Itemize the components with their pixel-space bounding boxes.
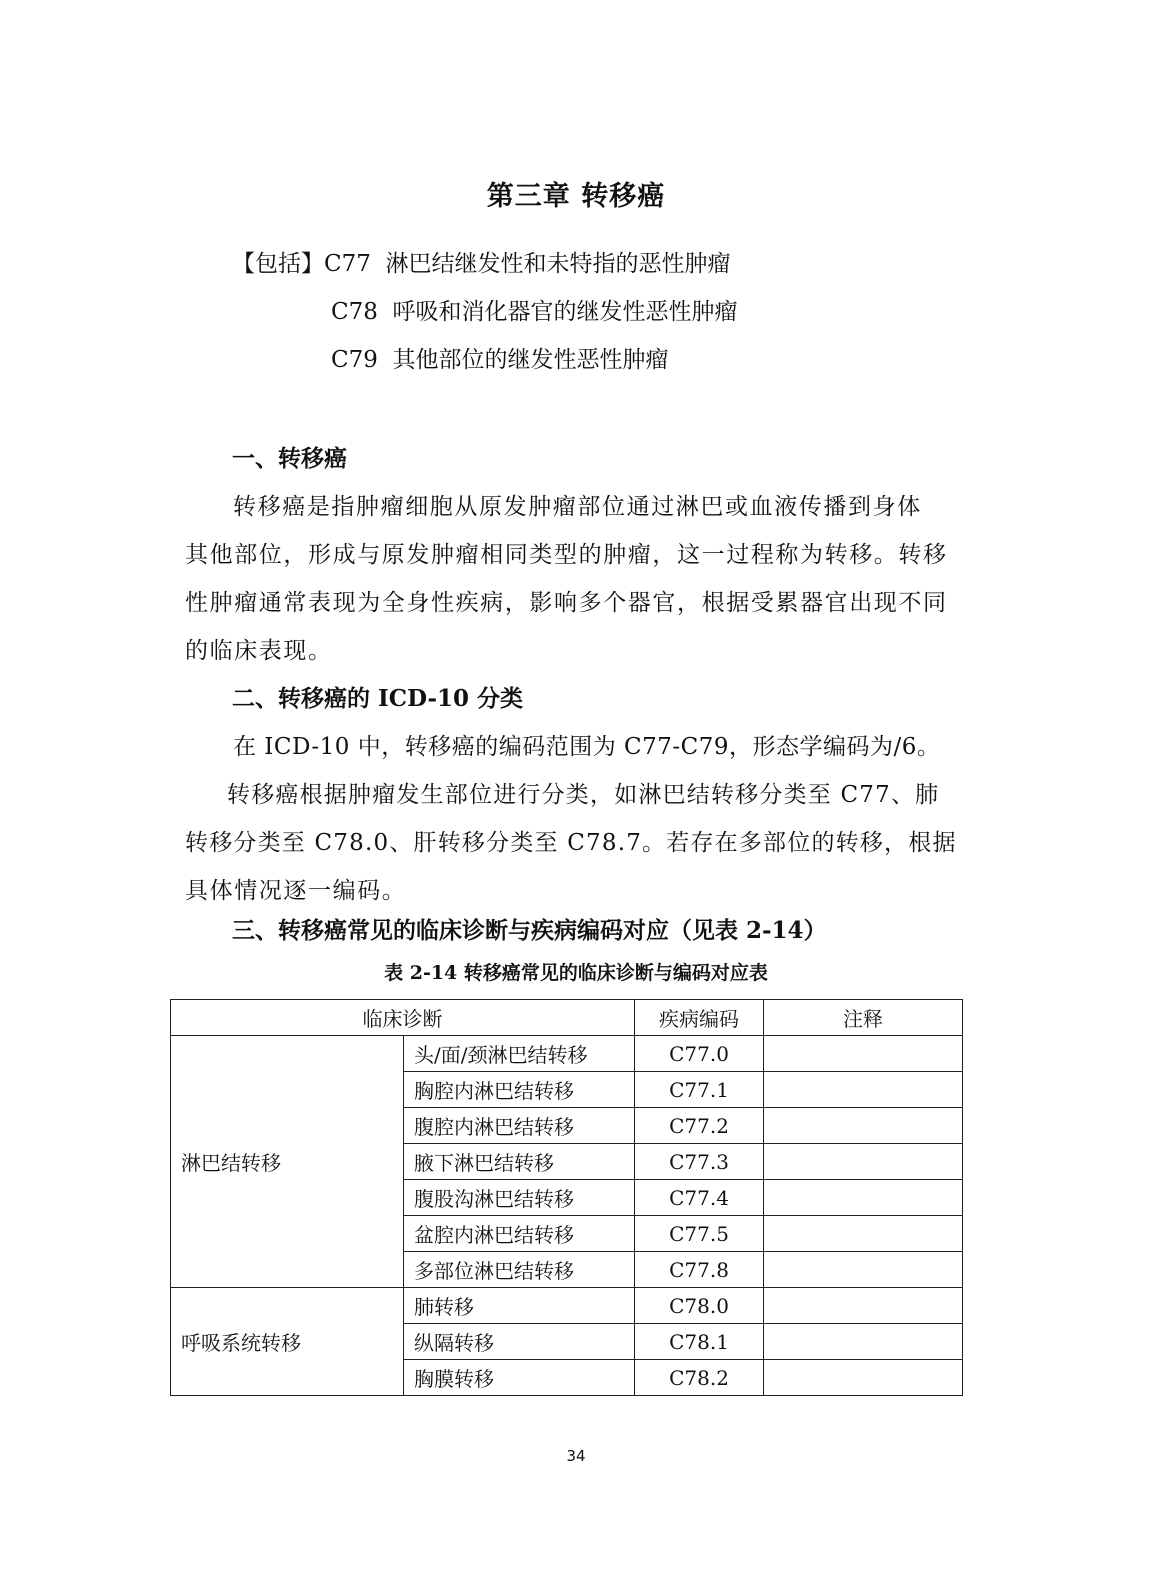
- diagnosis-cell: 胸腔内淋巴结转移: [404, 1072, 635, 1108]
- code-cell: C77.1: [635, 1072, 764, 1108]
- section-heading-3: 三、转移癌常见的临床诊断与疾病编码对应（见表 2-14）: [232, 917, 827, 944]
- group-lymph-node: 淋巴结转移: [171, 1036, 404, 1288]
- code-cell: C77.2: [635, 1108, 764, 1144]
- code-cell: C77.4: [635, 1180, 764, 1216]
- include-code: C79: [331, 347, 378, 373]
- include-text: 其他部位的继发性恶性肿瘤: [392, 347, 669, 373]
- chapter-title: 第三章 转移癌: [486, 181, 666, 212]
- diagnosis-cell: 头/面/颈淋巴结转移: [404, 1036, 635, 1072]
- paragraph-line: 具体情况逐一编码。: [185, 878, 407, 904]
- include-line-2: [331, 293, 738, 326]
- include-prefix: 【包括】: [232, 251, 324, 277]
- diagnosis-cell: 腹腔内淋巴结转移: [404, 1108, 635, 1144]
- note-cell: [764, 1324, 963, 1360]
- include-line-1: [232, 245, 731, 278]
- table-header-row: [171, 1000, 963, 1036]
- include-line-3: [331, 341, 669, 374]
- section-heading-2: 二、转移癌的 ICD-10 分类: [232, 685, 524, 712]
- note-cell: [764, 1288, 963, 1324]
- note-cell: [764, 1108, 963, 1144]
- note-cell: [764, 1144, 963, 1180]
- code-cell: C78.0: [635, 1288, 764, 1324]
- paragraph-line: 其他部位，形成与原发肿瘤相同类型的肿瘤，这一过程称为转移。转移: [185, 542, 948, 568]
- diagnosis-cell: 胸膜转移: [404, 1360, 635, 1396]
- diagnosis-cell: 盆腔内淋巴结转移: [404, 1216, 635, 1252]
- paragraph-line: 转移癌根据肿瘤发生部位进行分类，如淋巴结转移分类至 C77、肺: [227, 782, 940, 808]
- code-cell: C77.8: [635, 1252, 764, 1288]
- note-cell: [764, 1072, 963, 1108]
- paragraph-line: 在 ICD-10 中，转移癌的编码范围为 C77-C79，形态学编码为/6。: [233, 734, 941, 760]
- paragraph-line: 转移分类至 C78.0、肝转移分类至 C78.7。若存在多部位的转移，根据: [185, 830, 957, 856]
- note-cell: [764, 1216, 963, 1252]
- paragraph-line: 的临床表现。: [185, 638, 333, 664]
- paragraph-line: 性肿瘤通常表现为全身性疾病，影响多个器官，根据受累器官出现不同: [185, 590, 948, 616]
- note-cell: [764, 1252, 963, 1288]
- code-cell: C78.1: [635, 1324, 764, 1360]
- code-cell: C78.2: [635, 1360, 764, 1396]
- diagnosis-cell: 纵隔转移: [404, 1324, 635, 1360]
- code-cell: C77.3: [635, 1144, 764, 1180]
- note-cell: [764, 1360, 963, 1396]
- group-respiratory: 呼吸系统转移: [171, 1288, 404, 1396]
- header-note: 注释: [764, 1000, 963, 1036]
- include-text: 淋巴结继发性和未特指的恶性肿瘤: [385, 251, 731, 277]
- section-heading-1: 一、转移癌: [232, 445, 347, 472]
- note-cell: [764, 1036, 963, 1072]
- table-row: [171, 1036, 963, 1072]
- include-text: 呼吸和消化器官的继发性恶性肿瘤: [392, 299, 738, 325]
- table-caption: 表 2-14 转移癌常见的临床诊断与编码对应表: [384, 962, 768, 984]
- diagnosis-cell: 多部位淋巴结转移: [404, 1252, 635, 1288]
- note-cell: [764, 1180, 963, 1216]
- paragraph-line: 转移癌是指肿瘤细胞从原发肿瘤部位通过淋巴或血液传播到身体: [233, 494, 922, 520]
- include-code: C78: [331, 299, 378, 325]
- code-cell: C77.0: [635, 1036, 764, 1072]
- page-number: 34: [566, 1447, 586, 1465]
- code-cell: C77.5: [635, 1216, 764, 1252]
- include-code: C77: [324, 251, 371, 277]
- diagnosis-cell: 肺转移: [404, 1288, 635, 1324]
- header-diagnosis: 临床诊断: [171, 1000, 635, 1036]
- header-code: 疾病编码: [635, 1000, 764, 1036]
- diagnosis-code-table: [170, 999, 963, 1396]
- diagnosis-cell: 腋下淋巴结转移: [404, 1144, 635, 1180]
- table-row: [171, 1288, 963, 1324]
- diagnosis-cell: 腹股沟淋巴结转移: [404, 1180, 635, 1216]
